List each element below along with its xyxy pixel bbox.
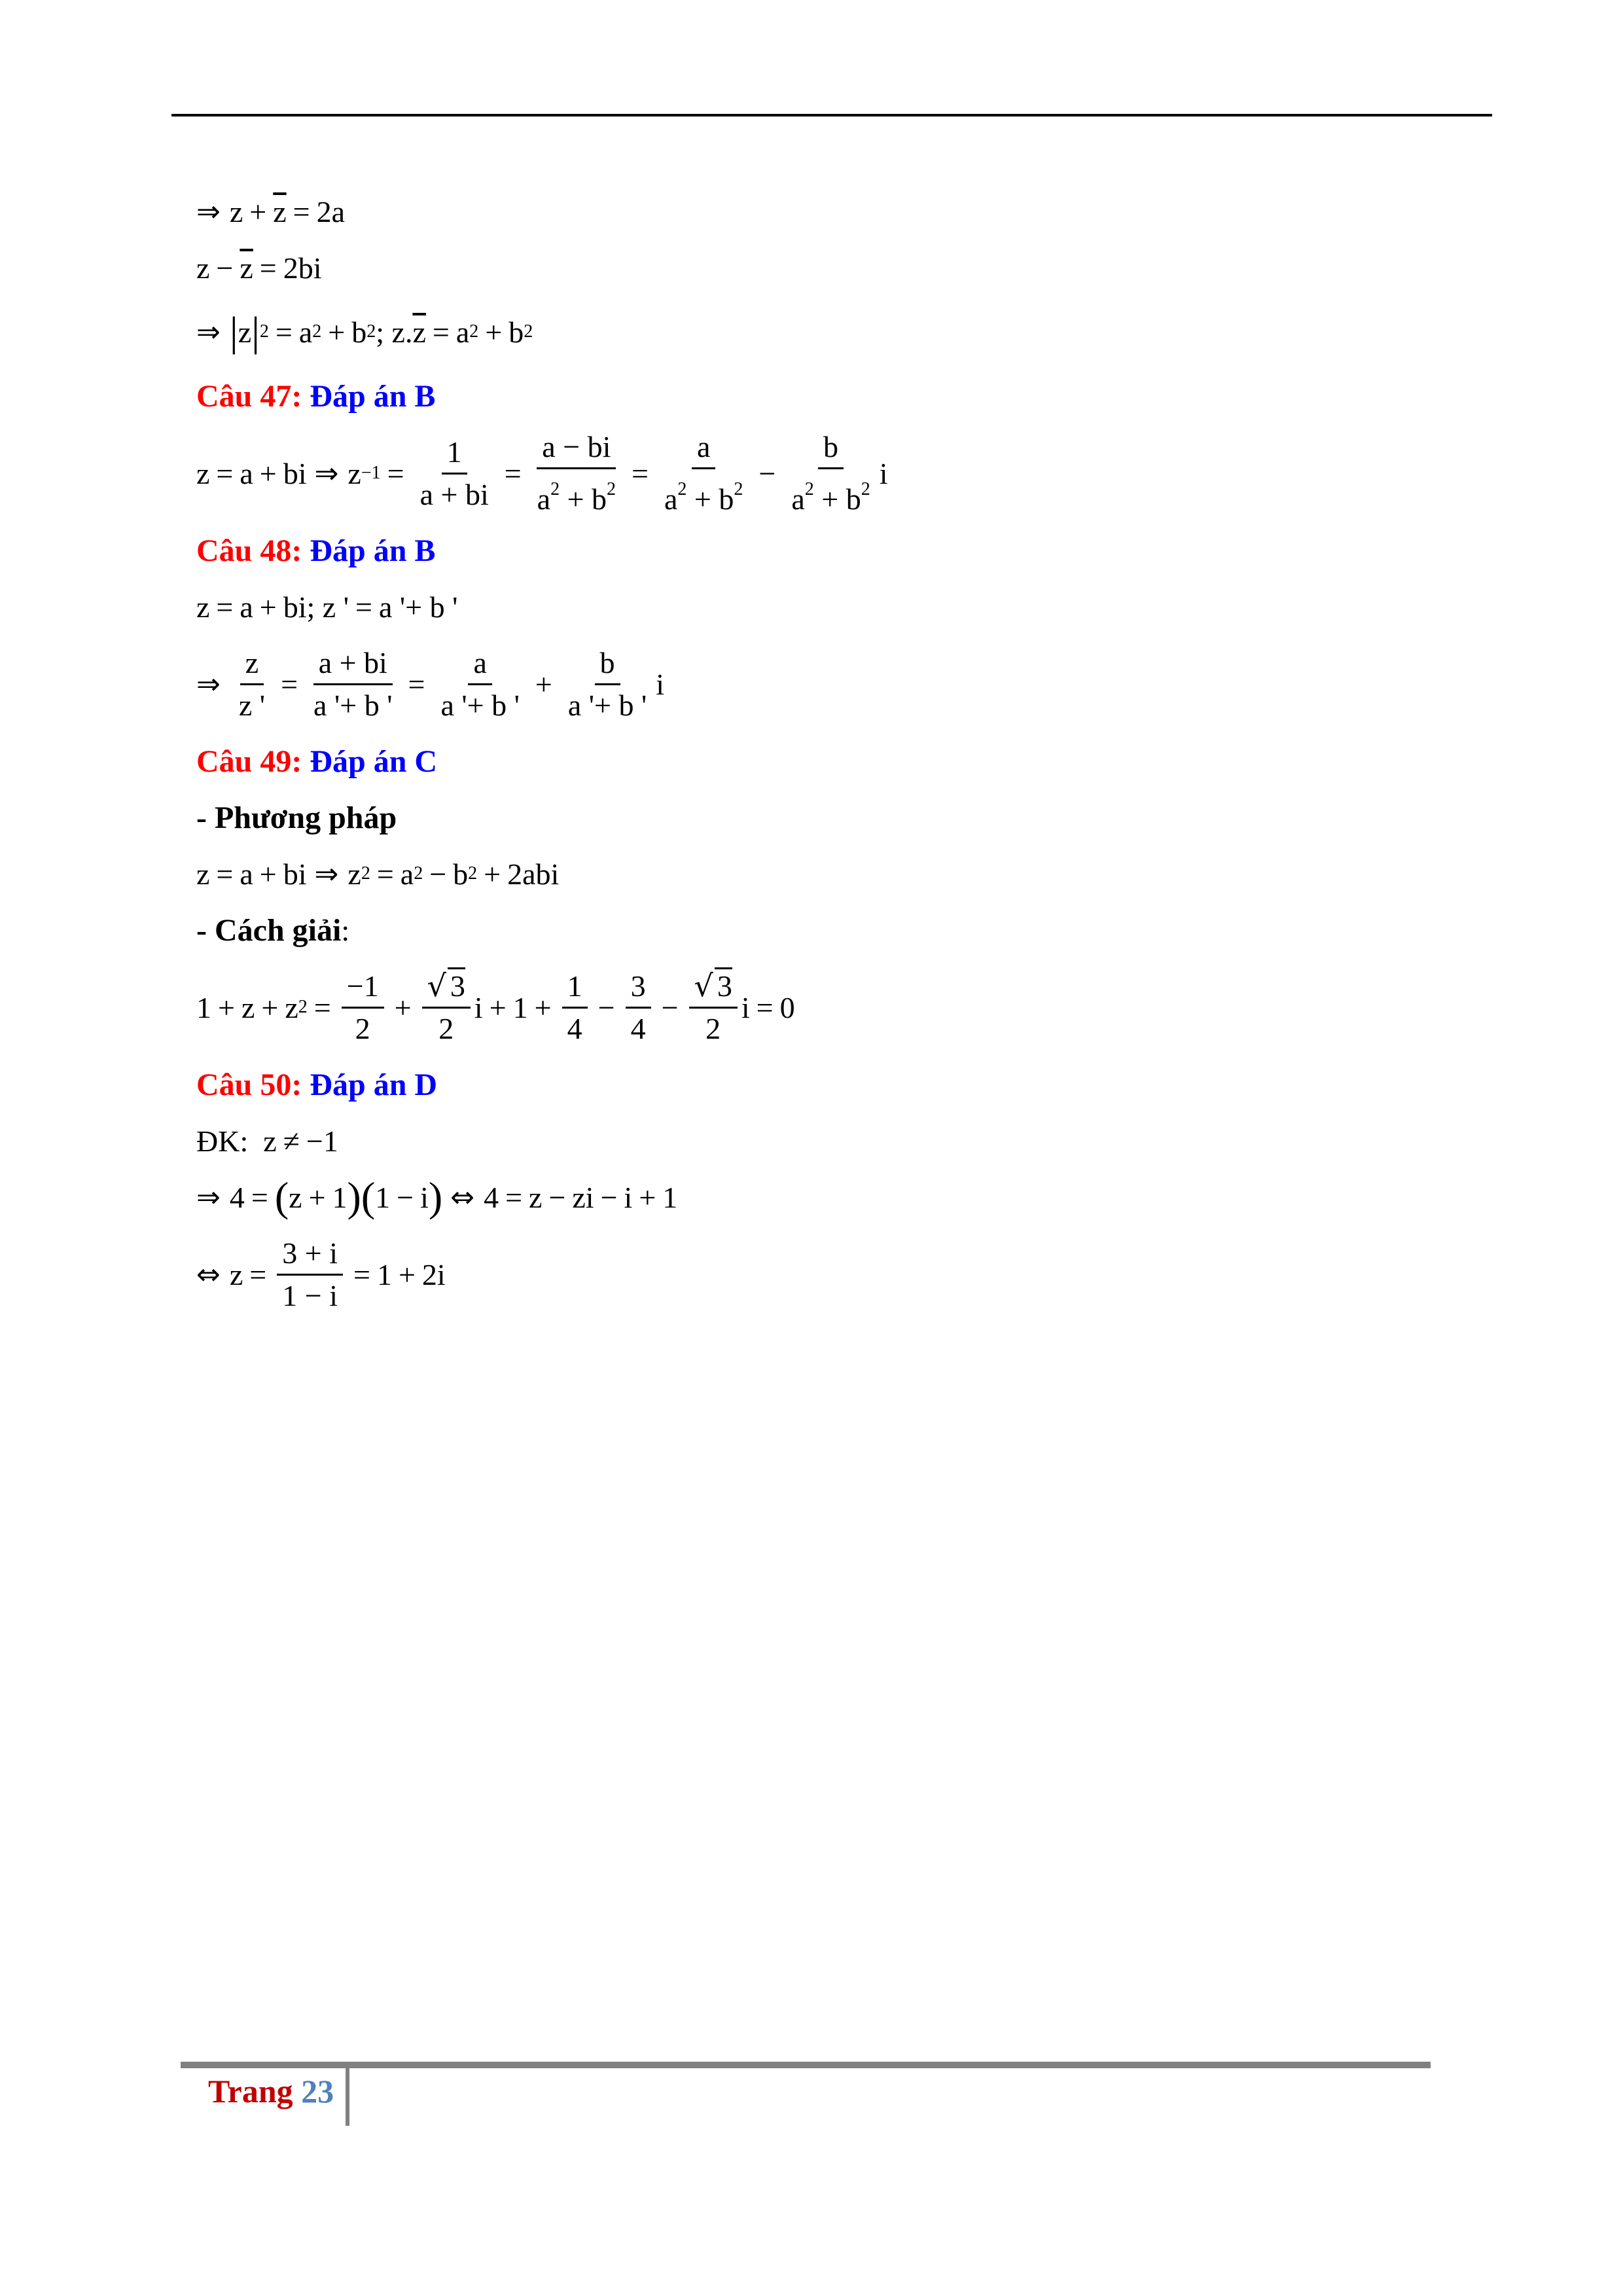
equation-line: ⇒ 4 = ( z + 1 ) ( 1 − i ) ⇔ 4 = z − zi − i + 1 <box>196 1174 678 1220</box>
equation-line: z = a + bi ⇒ z −1 = $\frac{1}{a + bi}$ = $\frac{a - bi}{a^2 + b^2}$ = $\frac{a}{a^2 + b^2}$ − $\frac{b}{a^2 + b^2}$ i <box>196 424 1440 522</box>
page-number: 23 <box>301 2073 334 2109</box>
question-47-heading <box>196 368 1440 424</box>
answer-label: Đáp án B <box>310 533 436 568</box>
section-label <box>196 789 1440 846</box>
answer-label: Đáp án D <box>310 1067 438 1102</box>
answer-label: Đáp án C <box>310 744 438 779</box>
page-footer <box>208 2072 334 2110</box>
page-content <box>196 183 1440 1323</box>
equation-line: ĐK: z ≠ −1 <box>196 1124 338 1158</box>
equation-line: ⇒ z + $\overline{z}$ = 2a <box>196 194 346 228</box>
question-label: Câu 47: <box>196 378 302 414</box>
question-50-heading <box>196 1056 1440 1113</box>
section-label <box>196 902 1440 958</box>
equation-line: z − $\overline{z}$ = 2bi <box>196 251 322 285</box>
equation-line: z = a + bi ⇒ z 2 = a 2 − b 2 + 2abi <box>196 857 560 891</box>
equation-line: 1 + z + z 2 = $\frac{-1}{2}$ + $\frac{√ 3}{2}$ i + 1 + $\frac{1}{4}$ − $\frac{3}{4}$ − $\frac{√ 3}{2}$ i = 0 <box>196 958 1440 1056</box>
method-label: - Phương pháp <box>196 800 397 835</box>
header-rule <box>171 114 1492 117</box>
question-label: Câu 49: <box>196 744 302 779</box>
equation-line: ⇒ $\frac{z}{z '}$ = $\frac{a + bi}{a '+ b '}$ = $\frac{a}{a '+ b '}$ + $\frac{b}{a '+ b '}$ i <box>196 635 1440 733</box>
solution-label: - Cách giải <box>196 912 342 948</box>
footer-rule <box>181 2062 1431 2068</box>
equation-line: ⇒ | z | 2 = a 2 + b 2 ; z. $\overline{z}$ = a 2 + b 2 <box>196 308 533 355</box>
equation-line: ⇔ z = $\frac{3 + i}{1 - i}$ = 1 + 2i <box>196 1225 1440 1323</box>
footer-divider <box>346 2067 349 2126</box>
equation-line: z = a + bi; z ' = a '+ b ' <box>196 590 458 624</box>
question-label: Câu 50: <box>196 1067 302 1102</box>
answer-label: Đáp án B <box>310 378 436 414</box>
question-label: Câu 48: <box>196 533 302 568</box>
question-49-heading <box>196 733 1440 789</box>
question-48-heading <box>196 522 1440 579</box>
page-word: Trang <box>208 2073 293 2109</box>
solution-colon: : <box>341 913 350 947</box>
condition-label: ĐK: <box>196 1124 249 1158</box>
